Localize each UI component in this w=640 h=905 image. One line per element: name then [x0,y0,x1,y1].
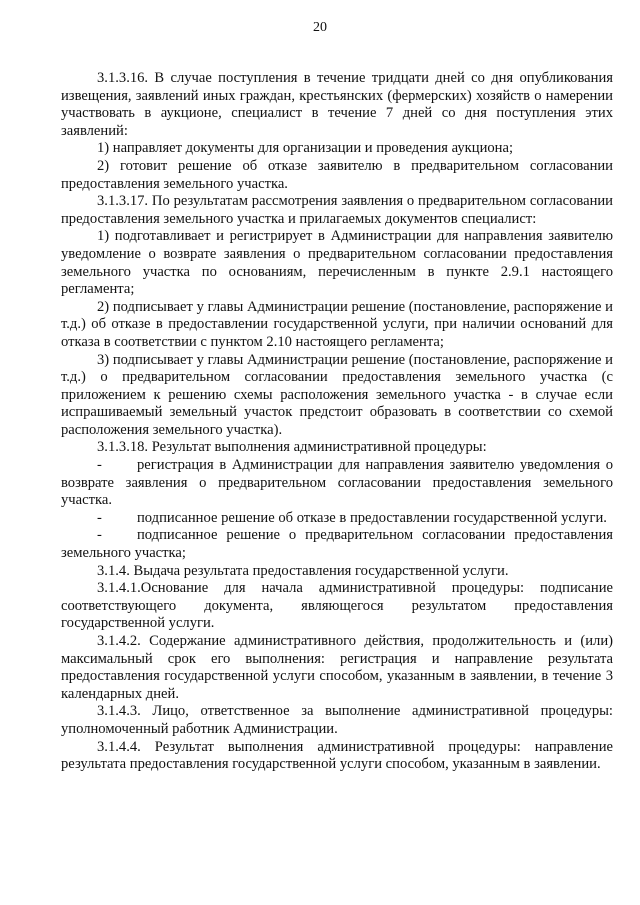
list-item-1-send-documents: 1) направляет документы для организации и проведения аукциона; [97,140,514,157]
dash-mark: - [97,457,102,474]
dash-item-refusal [61,510,613,528]
paragraph-3-1-4-4: 3.1.4.4. Результат выполнения административной процедуры: направление результата предоставления государственной услуги способом, указанным в заявлении. [61,738,613,773]
dash-mark: - [97,527,102,544]
dash-mark: - [97,509,102,526]
paragraph-3-1-3-18: 3.1.3.18. Результат выполнения административной процедуры: [97,439,487,456]
paragraph-3-1-4-1: 3.1.4.1.Основание для начала административной процедуры: подписание соответствующего документа, являющегося результатом предоставления государственной услуги. [61,580,613,632]
page-number: 20 [313,20,327,35]
dash-item-text: подписанное решение о предварительном согласовании предоставления земельного участка; [61,527,613,562]
list-item-1-notification: 1) подготавливает и регистрирует в Администрации для направления заявителю уведомление о возврате заявления о предварительном согласовании предоставления земельного участка по основаниям, перечисленным в пункте 2.9.1 настоящего регламента; [61,228,613,298]
paragraph-3-1-4-2: 3.1.4.2. Содержание административного действия, продолжительность и (или) максимальный срок его выполнения: регистрация и направление результата предоставления государственной услуги способом, указанным в заявлении, в течение 3 календарных дней. [61,633,613,702]
list-item-2-refusal-decision: 2) подписывает у главы Администрации решение (постановление, распоряжение и т.д.) об отказе в предоставлении государственной услуги, при наличии оснований для отказа в соответствии с пунктом 2.10 настоящего регламента; [61,298,613,350]
paragraph-3-1-3-16: 3.1.3.16. В случае поступления в течение тридцати дней со дня опубликования извещения, заявлений иных граждан, крестьянских (фермерских) хозяйств о намерении участвовать в аукционе, специалист в течение 7 дней со дня поступления этих заявлений: [61,70,613,139]
document-body [61,70,613,774]
paragraph-3-1-4: 3.1.4. Выдача результата предоставления государственной услуги. [97,562,509,579]
dash-item-text: подписанное решение об отказе в предоставлении государственной услуги. [137,509,607,526]
dash-item-approval [61,527,613,562]
dash-item-registration [61,457,613,510]
list-item-2-prepare-refusal: 2) готовит решение об отказе заявителю в предварительном согласовании предоставления земельного участка. [61,157,613,192]
list-item-3-approval-decision: 3) подписывает у главы Администрации решение (постановление, распоряжение и т.д.) о предварительном согласовании предоставления земельного участка (с приложением к решению схемы расположения земельного участка - в случае если испрашиваемый земельный участок предстоит образовать в соответствии со схемой расположения земельного участка). [61,351,613,438]
dash-item-text: регистрация в Администрации для направления заявителю уведомления о возврате заявления о предварительном согласовании предоставления земельного участка. [61,457,613,509]
paragraph-3-1-3-17: 3.1.3.17. По результатам рассмотрения заявления о предварительном согласовании предоставления земельного участка и прилагаемых документов специалист: [61,193,613,227]
paragraph-3-1-4-3: 3.1.4.3. Лицо, ответственное за выполнение административной процедуры: уполномоченный работник Администрации. [61,703,613,737]
